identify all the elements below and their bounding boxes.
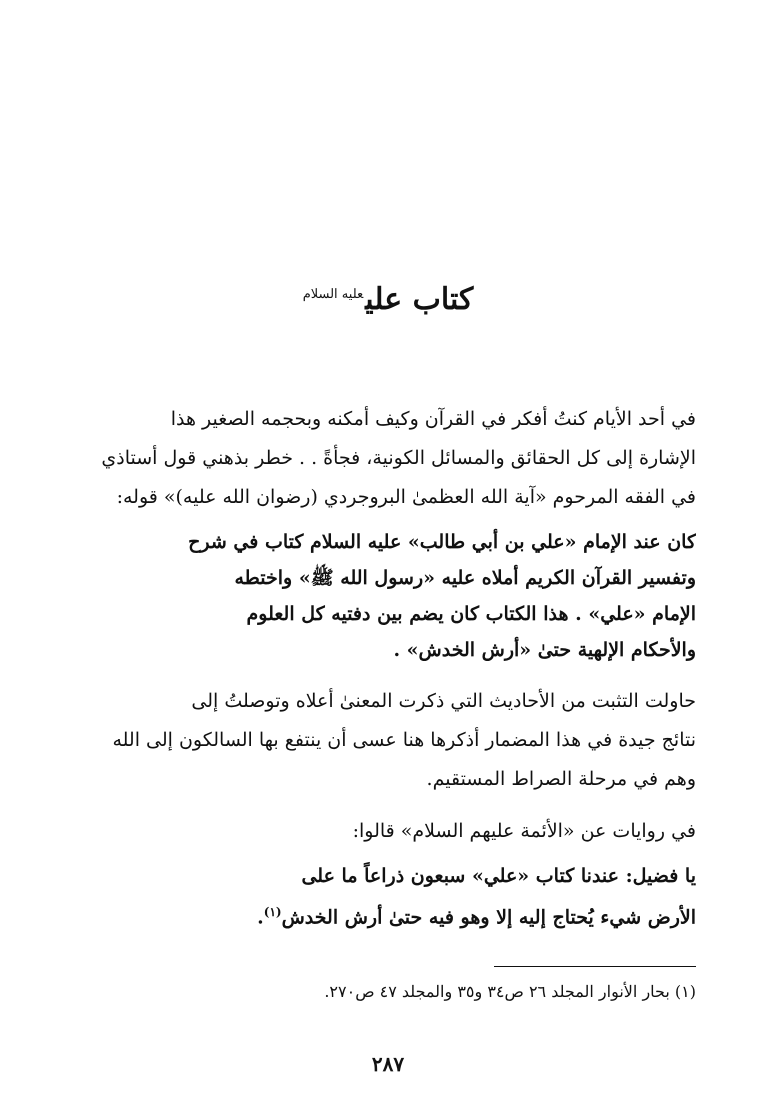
quote-line-text: الأرض شيء يُحتاج إليه إلا وهو فيه حتىٰ أرش الخدش bbox=[281, 906, 696, 929]
quote-line bbox=[78, 894, 696, 935]
footnote-marker: (١) bbox=[263, 905, 282, 919]
text-line: حاولت التثبت من الأحاديث التي ذكرت المعنىٰ أعلاه وتوصلتُ إلى bbox=[191, 690, 696, 712]
footnote-divider bbox=[494, 966, 696, 967]
text-line: نتائج جيدة في هذا المضمار أذكرها هنا عسى أن ينتفع بها السالكون إلى الله bbox=[112, 729, 696, 751]
quote-end-punctuation: . bbox=[257, 906, 264, 929]
quote-line: يا فضيل: عندنا كتاب «علي» سبعون ذراعاً ما على bbox=[301, 865, 696, 887]
text-line: في روايات عن «الأئمة عليهم السلام» قالوا: bbox=[352, 820, 696, 842]
text-line: في أحد الأيام كنتُ أفكر في القرآن وكيف أمكنه وبحجمه الصغير هذا bbox=[170, 408, 696, 430]
third-paragraph bbox=[78, 812, 696, 851]
page-number: ٢٨٧ bbox=[371, 1052, 405, 1076]
footnote: (١) بحار الأنوار المجلد ٢٦ ص٣٤ و٣٥ والمجلد ٤٧ ص٢٧٠. bbox=[324, 982, 696, 1001]
quote-block-1 bbox=[78, 524, 696, 668]
quote-line: والأحكام الإلهية حتىٰ «أرش الخدش» . bbox=[393, 639, 696, 661]
second-paragraph bbox=[78, 682, 696, 799]
quote-block-2 bbox=[78, 858, 696, 935]
quote-line: كان عند الإمام «علي بن أبي طالب» عليه السلام كتاب في شرح bbox=[188, 531, 696, 553]
intro-paragraph bbox=[78, 400, 696, 517]
honorific-text: عليه السلام bbox=[302, 287, 364, 302]
text-line: وهم في مرحلة الصراط المستقيم. bbox=[426, 768, 696, 790]
text-line: الإشارة إلى كل الحقائق والمسائل الكونية، فجأةً . . خطر بذهني قول أستاذي bbox=[101, 447, 696, 469]
text-line: في الفقه المرحوم «آية الله العظمىٰ البروجردي (رضوان الله عليه)» قوله: bbox=[116, 486, 696, 508]
chapter-title-text: كتاب علي bbox=[365, 282, 474, 317]
quote-line: الإمام «علي» . هذا الكتاب كان يضم بين دفتيه كل العلوم bbox=[246, 603, 696, 625]
chapter-title bbox=[0, 282, 776, 317]
quote-line: وتفسير القرآن الكريم أملاه عليه «رسول الله ﷺ» واختطه bbox=[234, 567, 696, 589]
